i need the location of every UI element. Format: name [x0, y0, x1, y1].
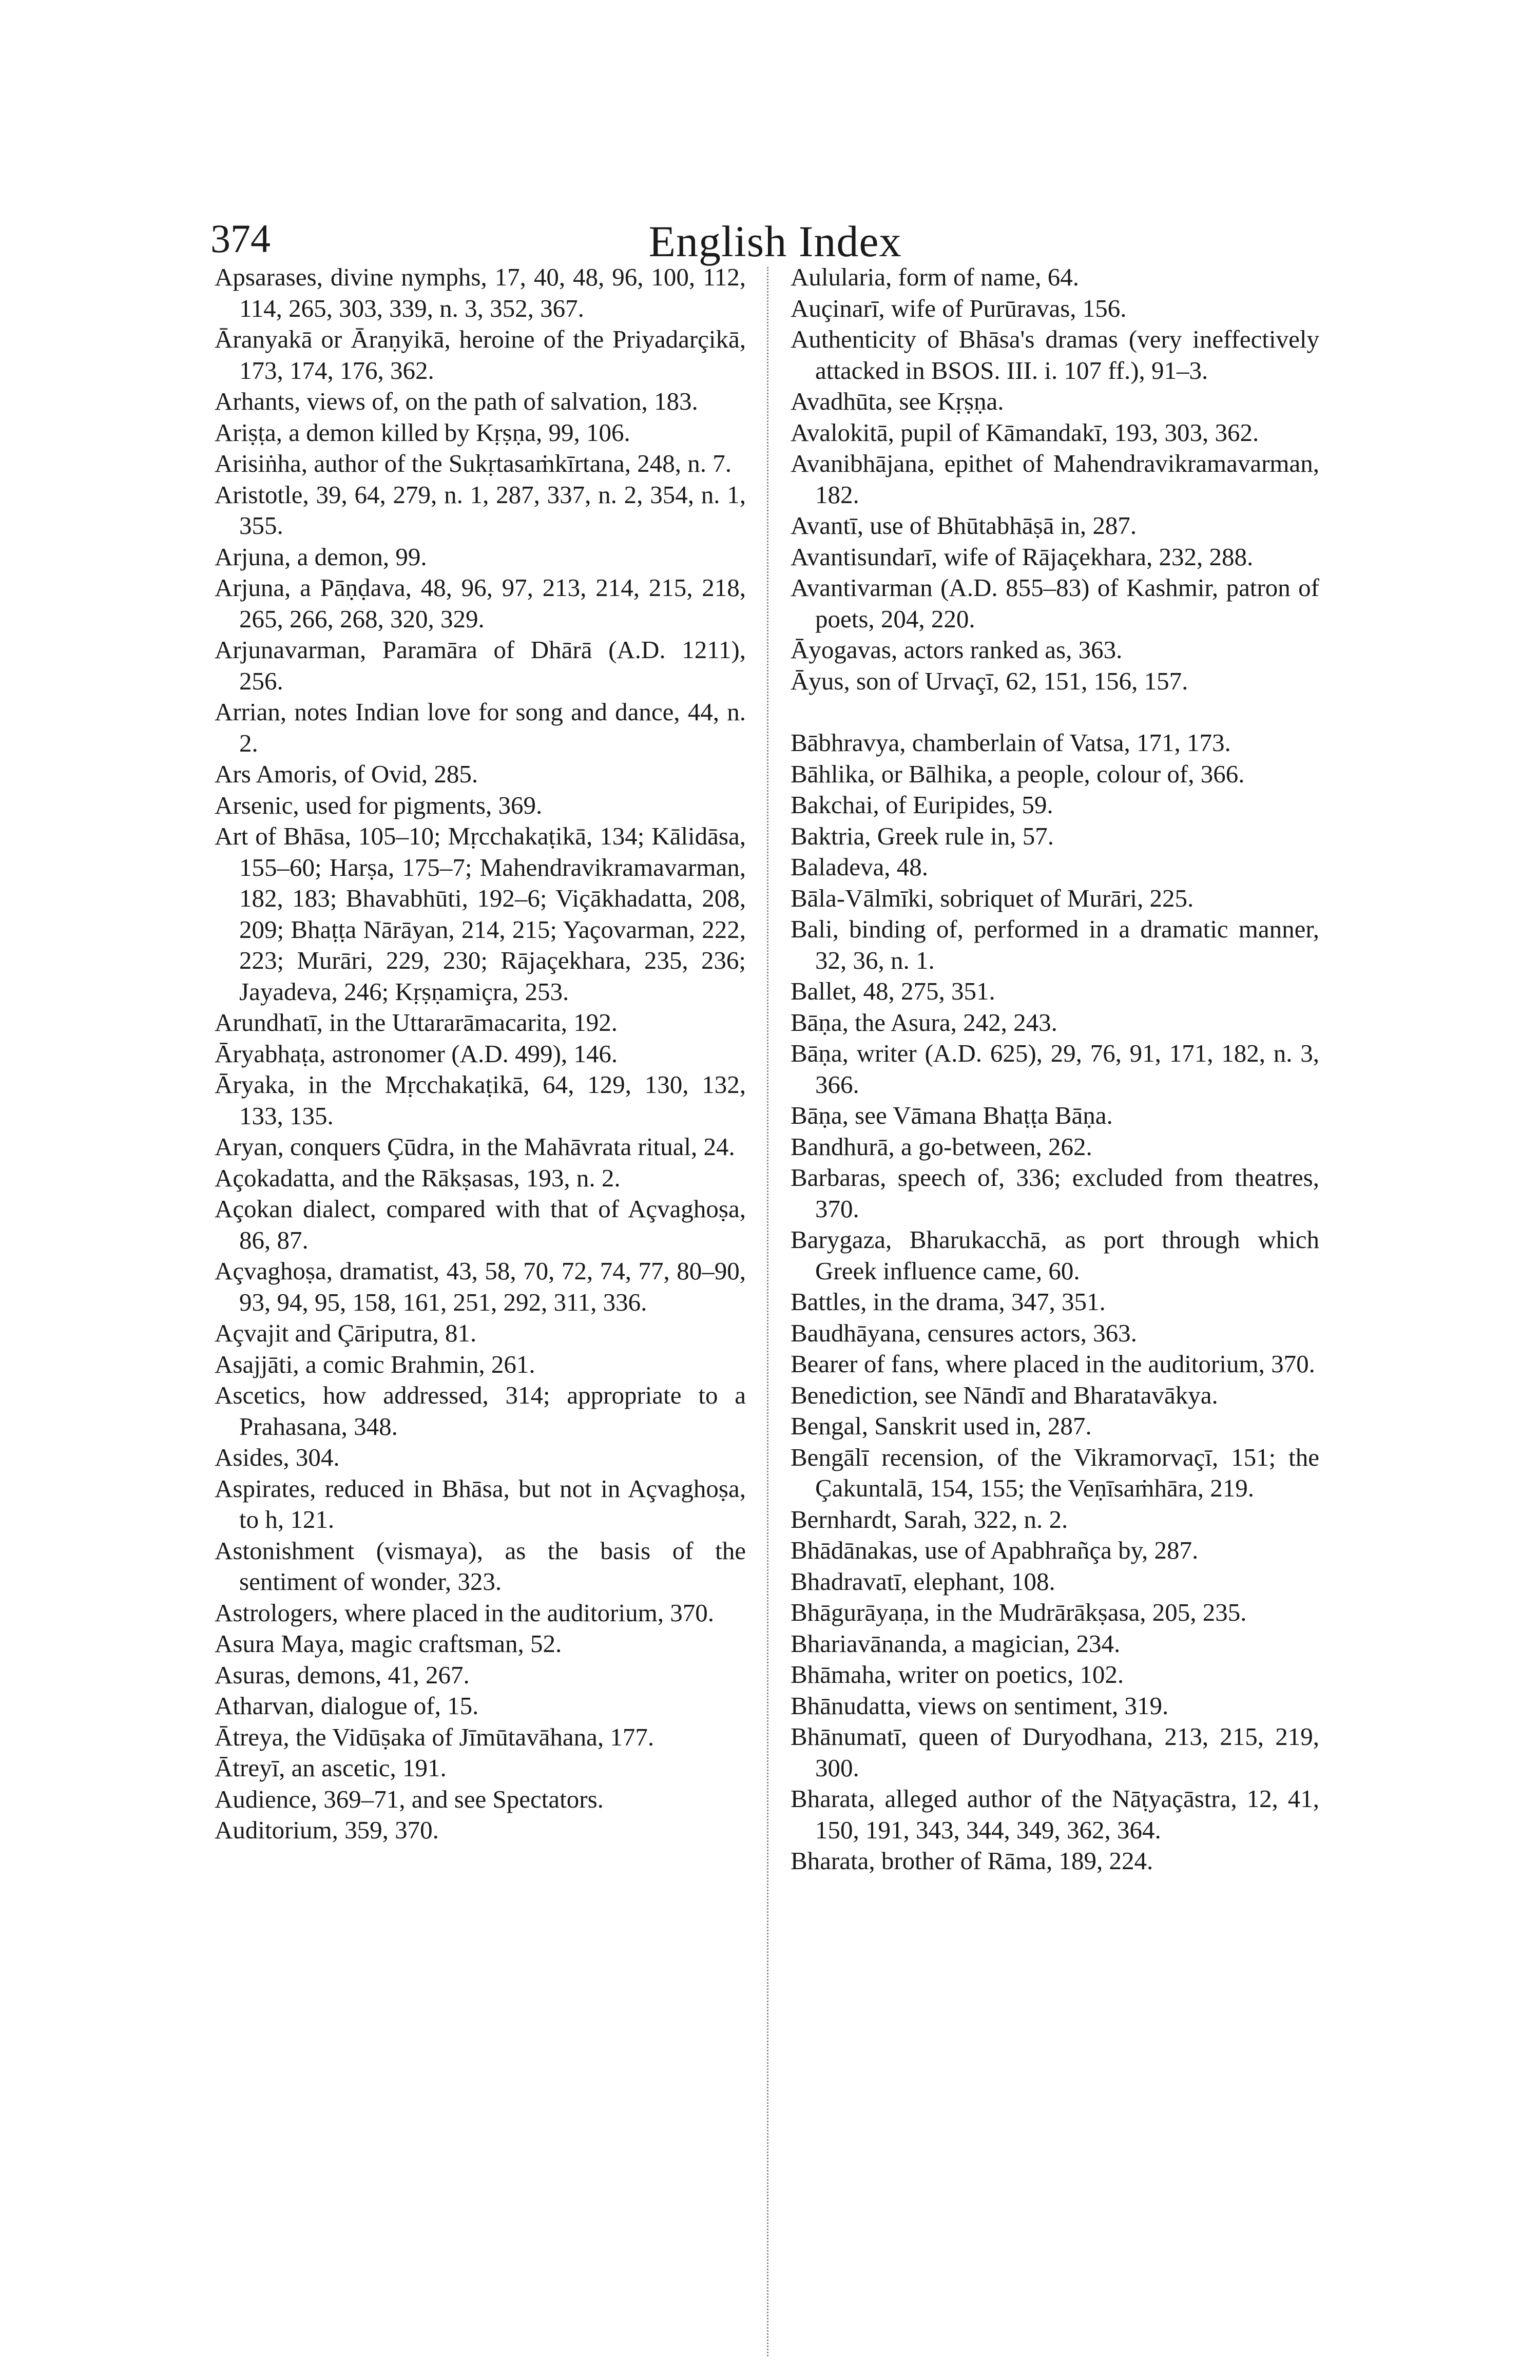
index-entry: Bhādānakas, use of Apabhrañça by, 287.: [791, 1536, 1199, 1564]
page-number: 374: [210, 216, 271, 261]
index-entry: Āryabhaṭa, astronomer (A.D. 499), 146.: [215, 1039, 618, 1068]
index-entry: Bengal, Sanskrit used in, 287.: [791, 1412, 1092, 1440]
index-entry: Avantivarman (A.D. 855–83) of Kashmir, patron of poets, 204, 220.: [791, 573, 1319, 633]
index-entry: Art of Bhāsa, 105–10; Mṛcchakaṭikā, 134; Kālidāsa, 155–60; Harṣa, 175–7; Mahendravikramavarman, 182, 183; Bhavabhūti, 192–6; Viçākhadatta, 208, 209; Bhaṭṭa Nārāyan, 214, 215; Yaçovarman, 222, 223; Murāri, 229, 230; Rājaçekhara, 235, 236; Jayadeva, 246; Kṛṣṇamiçra, 253.: [215, 822, 746, 1006]
index-entry: Bhāmaha, writer on poetics, 102.: [791, 1660, 1124, 1688]
index-entry: Arjunavarman, Paramāra of Dhārā (A.D. 1211), 256.: [215, 636, 746, 695]
index-entry: Asuras, demons, 41, 267.: [215, 1660, 470, 1689]
index-entry: Ariṣṭa, a demon killed by Kṛṣṇa, 99, 106.: [215, 418, 630, 447]
index-entry: Bāṇa, see Vāmana Bhaṭṭa Bāṇa.: [791, 1101, 1113, 1129]
index-entry: Asides, 304.: [215, 1443, 340, 1471]
index-entry: Açvajit and Çāriputra, 81.: [215, 1319, 477, 1347]
index-entry: Açokadatta, and the Rākṣasas, 193, n. 2.: [215, 1163, 621, 1192]
index-entry: Ascetics, how addressed, 314; appropriate to a Prahasana, 348.: [215, 1381, 746, 1441]
index-entry: Bhadravatī, elephant, 108.: [791, 1567, 1055, 1596]
index-entry: Bhānumatī, queen of Duryodhana, 213, 215, 219, 300.: [791, 1722, 1319, 1782]
index-entry: Bhānudatta, views on sentiment, 319.: [791, 1691, 1169, 1720]
index-entry: Asajjāti, a comic Brahmin, 261.: [215, 1350, 535, 1378]
index-entry: Avantisundarī, wife of Rājaçekhara, 232, 288.: [791, 542, 1254, 571]
index-entry: Bengālī recension, of the Vikramorvaçī, 151; the Çakuntalā, 154, 155; the Veṇīsaṁhāra, 219.: [791, 1443, 1319, 1502]
index-entry: Arjuna, a Pāṇḍava, 48, 96, 97, 213, 214, 215, 218, 265, 266, 268, 320, 329.: [215, 573, 746, 633]
index-entry: Auditorium, 359, 370.: [215, 1816, 439, 1844]
index-entry: Bāṇa, writer (A.D. 625), 29, 76, 91, 171, 182, n. 3, 366.: [791, 1039, 1319, 1099]
index-entry: Āryaka, in the Mṛcchakaṭikā, 64, 129, 130, 132, 133, 135.: [215, 1070, 746, 1130]
index-entry: Bāhlika, or Bālhika, a people, colour of, 366.: [791, 759, 1245, 788]
index-entry: Authenticity of Bhāsa's dramas (very ineffectively attacked in BSOS. III. i. 107 ff.), 91–3.: [791, 325, 1319, 385]
running-title: English Index: [648, 217, 902, 266]
index-entry: Bali, binding of, performed in a dramatic manner, 32, 36, n. 1.: [791, 915, 1319, 974]
index-entry: Bharata, brother of Rāma, 189, 224.: [791, 1847, 1153, 1875]
index-entry: Āyus, son of Urvaçī, 62, 151, 156, 157.: [791, 666, 1188, 695]
index-entry: Atharvan, dialogue of, 15.: [215, 1692, 479, 1720]
index-entry: Baktria, Greek rule in, 57.: [791, 821, 1054, 850]
index-entry: Bhariavānanda, a magician, 234.: [791, 1629, 1121, 1658]
index-column-left: [215, 262, 746, 1846]
index-entry: Aryan, conquers Çūdra, in the Mahāvrata ritual, 24.: [215, 1133, 735, 1161]
index-entry: Benediction, see Nāndī and Bharatavākya.: [791, 1380, 1218, 1409]
index-entry: Arjuna, a demon, 99.: [215, 542, 427, 571]
index-entry: Aspirates, reduced in Bhāsa, but not in Açvaghoṣa, to h, 121.: [215, 1474, 746, 1533]
index-entry: Bhāgurāyaṇa, in the Mudrārākṣasa, 205, 235.: [791, 1598, 1247, 1626]
index-entry: Bernhardt, Sarah, 322, n. 2.: [791, 1505, 1068, 1533]
index-entry: Ātreyī, an ascetic, 191.: [215, 1754, 447, 1782]
index-entry: Astrologers, where placed in the auditorium, 370.: [215, 1598, 714, 1627]
index-entry: Bakchai, of Euripides, 59.: [791, 791, 1053, 819]
index-entry: Arundhatī, in the Uttararāmacarita, 192.: [215, 1008, 618, 1037]
index-entry: Bābhravya, chamberlain of Vatsa, 171, 173.: [791, 728, 1231, 757]
index-entry: Açokan dialect, compared with that of Açvaghoṣa, 86, 87.: [215, 1195, 746, 1254]
index-entry: Apsarases, divine nymphs, 17, 40, 48, 96, 100, 112, 114, 265, 303, 339, n. 3, 352, 367.: [215, 263, 746, 322]
index-entry: Barbaras, speech of, 336; excluded from theatres, 370.: [791, 1163, 1319, 1223]
index-entry: Ātreya, the Vidūṣaka of Jīmūtavāhana, 177.: [215, 1722, 654, 1751]
index-entry: Āyogavas, actors ranked as, 363.: [791, 636, 1123, 664]
index-entry: Aulularia, form of name, 64.: [791, 263, 1079, 291]
index-entry: Asura Maya, magic craftsman, 52.: [215, 1629, 562, 1658]
index-entry: Bāṇa, the Asura, 242, 243.: [791, 1008, 1057, 1037]
index-entry: Auçinarī, wife of Purūravas, 156.: [791, 294, 1127, 322]
index-entry: Āranyakā or Āraṇyikā, heroine of the Priyadarçikā, 173, 174, 176, 362.: [215, 325, 746, 385]
index-entry: Bharata, alleged author of the Nāṭyaçāstra, 12, 41, 150, 191, 343, 344, 349, 362, 364.: [791, 1784, 1319, 1844]
index-entry: Arisiṅha, author of the Sukṛtasaṁkīrtana, 248, n. 7.: [215, 449, 732, 477]
index-entry: Aristotle, 39, 64, 279, n. 1, 287, 337, n. 2, 354, n. 1, 355.: [215, 480, 746, 540]
index-entry: Bāla-Vālmīki, sobriquet of Murāri, 225.: [791, 884, 1194, 912]
index-entry: Arsenic, used for pigments, 369.: [215, 791, 543, 819]
index-entry: Avalokitā, pupil of Kāmandakī, 193, 303, 362.: [791, 418, 1259, 447]
index-entry: Barygaza, Bharukacchā, as port through which Greek influence came, 60.: [791, 1225, 1319, 1285]
index-entry: Arrian, notes Indian love for song and dance, 44, n. 2.: [215, 698, 746, 757]
index-entry: Ars Amoris, of Ovid, 285.: [215, 760, 478, 788]
index-entry: Avantī, use of Bhūtabhāṣā in, 287.: [791, 511, 1137, 540]
column-divider: [767, 267, 768, 2356]
index-entry: Bearer of fans, where placed in the auditorium, 370.: [791, 1350, 1315, 1378]
index-entry: Baladeva, 48.: [791, 853, 929, 881]
index-entry: Audience, 369–71, and see Spectators.: [215, 1784, 604, 1813]
index-entry: Avanibhājana, epithet of Mahendravikramavarman, 182.: [791, 449, 1319, 509]
index-column-right: [791, 262, 1319, 1877]
index-entry: Battles, in the drama, 347, 351.: [791, 1288, 1106, 1316]
index-entry: Avadhūta, see Kṛṣṇa.: [791, 387, 1004, 415]
index-entry: Baudhāyana, censures actors, 363.: [791, 1318, 1137, 1347]
index-entry: Astonishment (vismaya), as the basis of the sentiment of wonder, 323.: [215, 1536, 746, 1596]
index-entry: Ballet, 48, 275, 351.: [791, 977, 995, 1005]
index-entry: Arhants, views of, on the path of salvation, 183.: [215, 387, 698, 415]
index-entry: Bandhurā, a go-between, 262.: [791, 1132, 1092, 1161]
index-entry: Açvaghoṣa, dramatist, 43, 58, 70, 72, 74, 77, 80–90, 93, 94, 95, 158, 161, 251, 292, 311, 336.: [215, 1257, 746, 1316]
